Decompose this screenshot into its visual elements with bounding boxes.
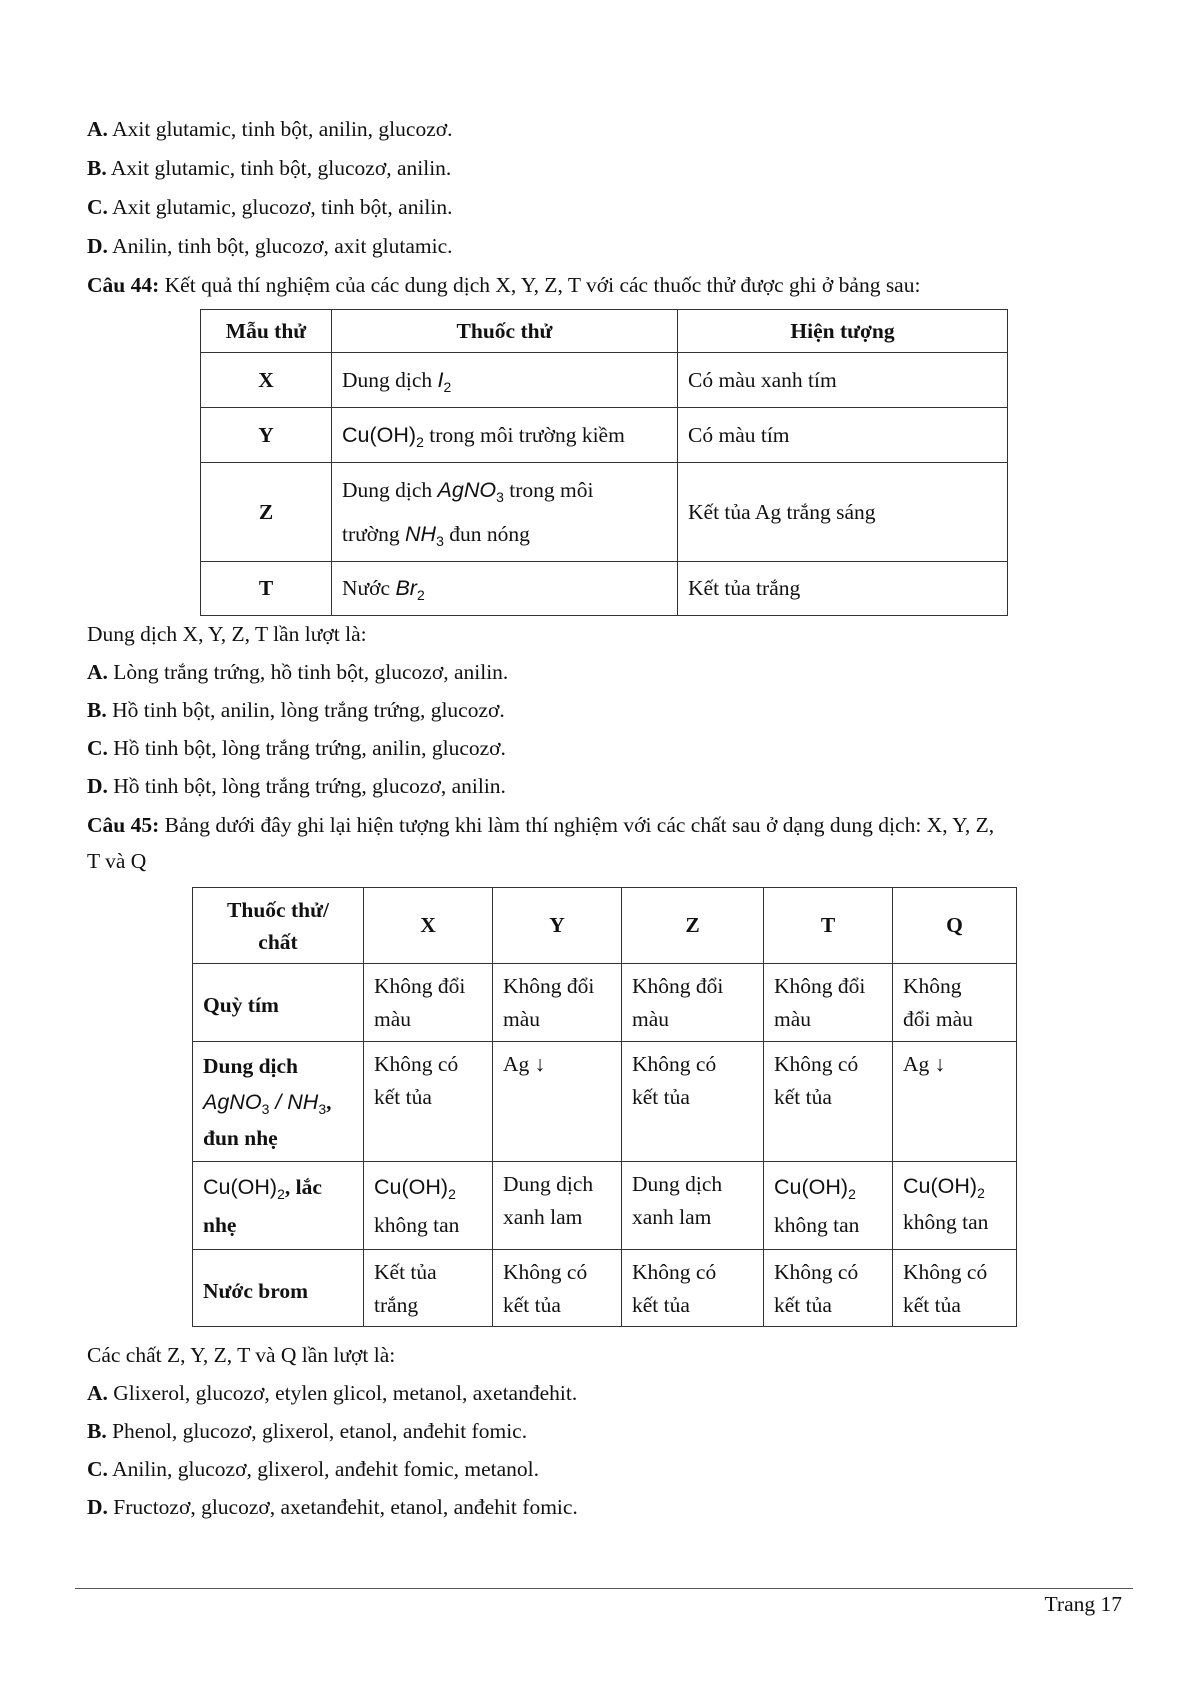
table-cell: Không đổi màu (893, 964, 1017, 1042)
table-row (193, 1042, 1017, 1162)
header-phenomenon: Hiện tượng (678, 310, 1008, 353)
table-row (201, 463, 1008, 562)
sample-cell: Z (201, 463, 332, 562)
reagent-cell: Dung dịch AgNO$_3$ trong môi trường $NH_3$ đun nóng (332, 463, 678, 562)
q44-option-c: C. Hồ tinh bột, lòng trắng trứng, anilin, glucozơ. (87, 736, 506, 760)
table-cell: Không có kết tủa (493, 1250, 622, 1327)
table-cell: $Cu(OH)_2$ không tan (893, 1162, 1017, 1250)
table-cell: Kết tủa trắng (364, 1250, 493, 1327)
table-cell: Ag ↓ (493, 1042, 622, 1162)
table-cell: Không có kết tủa (893, 1250, 1017, 1327)
result-cell: Kết tủa trắng (678, 562, 1008, 616)
table-row (193, 1162, 1017, 1250)
row-label: $Cu(OH)_2$, lắc nhẹ (193, 1162, 364, 1250)
sample-cell: T (201, 562, 332, 616)
table-cell: Không có kết tủa (622, 1250, 764, 1327)
question-45-cont: T và Q (87, 849, 147, 873)
q44-option-a: A. Lòng trắng trứng, hồ tinh bột, glucozơ, anilin. (87, 660, 509, 684)
q44-option-b: B. Hồ tinh bột, anilin, lòng trắng trứng, glucozơ. (87, 698, 505, 722)
header-sample: Mẫu thử (201, 310, 332, 353)
q45-option-d: D. Fructozơ, glucozơ, axetanđehit, etanol, anđehit fomic. (87, 1495, 578, 1519)
table-row (201, 353, 1008, 408)
option-c: C. Axit glutamic, glucozơ, tinh bột, anilin. (87, 195, 453, 219)
table-cell: Không có kết tủa (764, 1250, 893, 1327)
table-header-row (193, 888, 1017, 964)
q45-option-a: A. Glixerol, glucozơ, etylen glicol, metanol, axetanđehit. (87, 1381, 578, 1405)
row-label: Dung dịch AgNO$_3$ / $NH_3$, đun nhẹ (193, 1042, 364, 1162)
option-d: D. Anilin, tinh bột, glucozơ, axit glutamic. (87, 234, 453, 258)
reagent-cell: $Cu(OH)_2$ trong môi trường kiềm (332, 408, 678, 463)
table-cell: $Cu(OH)_2$ không tan (364, 1162, 493, 1250)
table-cell: Không đổi màu (764, 964, 893, 1042)
table-row (193, 964, 1017, 1042)
reagent-cell: Nước $Br_2$ (332, 562, 678, 616)
header-t: T (764, 888, 893, 964)
header-q: Q (893, 888, 1017, 964)
sample-cell: Y (201, 408, 332, 463)
header-reagent: Thuốc thử (332, 310, 678, 353)
result-cell: Có màu xanh tím (678, 353, 1008, 408)
table-cell: Không có kết tủa (622, 1042, 764, 1162)
header-y: Y (493, 888, 622, 964)
table-cell: Không đổi màu (493, 964, 622, 1042)
table-header-row (201, 310, 1008, 353)
header-z: Z (622, 888, 764, 964)
footer-divider (75, 1588, 1133, 1589)
table-cell: Không có kết tủa (364, 1042, 493, 1162)
q45-question: Các chất Z, Y, Z, T và Q lần lượt là: (87, 1343, 396, 1367)
table-cell: Không có kết tủa (764, 1042, 893, 1162)
q45-option-c: C. Anilin, glucozơ, glixerol, anđehit fomic, metanol. (87, 1457, 540, 1481)
q45-option-b: B. Phenol, glucozơ, glixerol, etanol, anđehit fomic. (87, 1419, 528, 1443)
result-cell: Có màu tím (678, 408, 1008, 463)
table-row (193, 1250, 1017, 1327)
header-reagent: Thuốc thử/ chất (193, 888, 364, 964)
option-b: B. Axit glutamic, tinh bột, glucozơ, anilin. (87, 156, 452, 180)
reagent-cell: Dung dịch $I_2$ (332, 353, 678, 408)
q44-option-d: D. Hồ tinh bột, lòng trắng trứng, glucozơ, anilin. (87, 774, 506, 798)
table-row (201, 408, 1008, 463)
row-label: Quỳ tím (193, 964, 364, 1042)
page-number: Trang 17 (1044, 1592, 1122, 1616)
question-45: Câu 45: Bảng dưới đây ghi lại hiện tượng khi làm thí nghiệm với các chất sau ở dạng dung dịch: X, Y, Z, (87, 813, 995, 837)
q44-table (200, 309, 1008, 616)
table-row (201, 562, 1008, 616)
table-cell: Dung dịch xanh lam (493, 1162, 622, 1250)
q45-table (192, 887, 1017, 1327)
table-cell: Ag ↓ (893, 1042, 1017, 1162)
question-44: Câu 44: Kết quả thí nghiệm của các dung dịch X, Y, Z, T với các thuốc thử được ghi ở bảng sau: (87, 273, 921, 297)
q44-question: Dung dịch X, Y, Z, T lần lượt là: (87, 622, 367, 646)
result-cell: Kết tủa Ag trắng sáng (678, 463, 1008, 562)
header-x: X (364, 888, 493, 964)
table-cell: Dung dịch xanh lam (622, 1162, 764, 1250)
table-cell: Không đổi màu (622, 964, 764, 1042)
row-label: Nước brom (193, 1250, 364, 1327)
sample-cell: X (201, 353, 332, 408)
table-cell: $Cu(OH)_2$ không tan (764, 1162, 893, 1250)
option-a: A. Axit glutamic, tinh bột, anilin, glucozơ. (87, 117, 453, 141)
table-cell: Không đổi màu (364, 964, 493, 1042)
